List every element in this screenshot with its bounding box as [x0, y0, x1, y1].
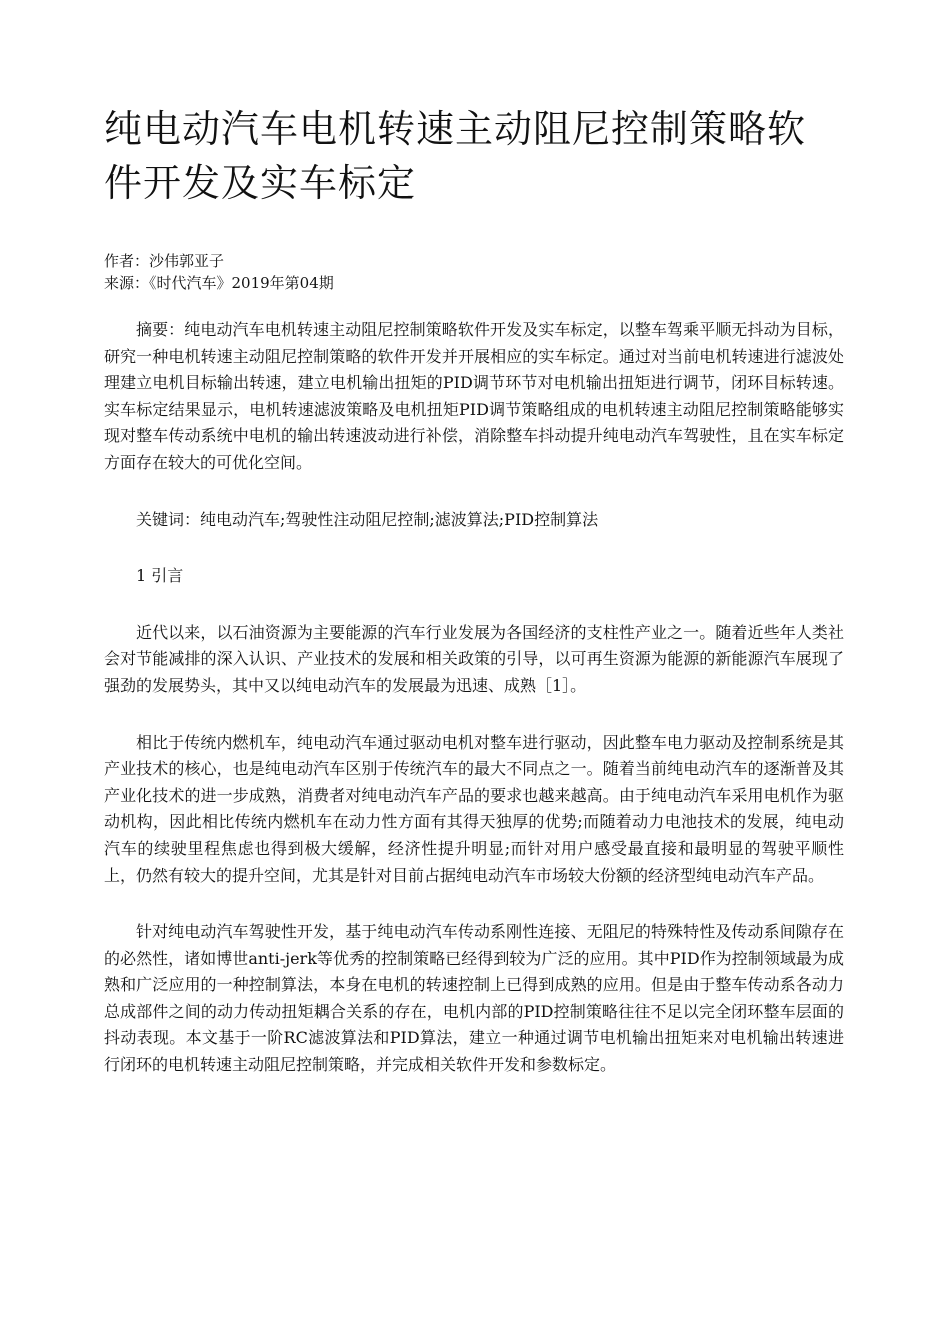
- author-line: 作者：沙伟郭亚子: [104, 252, 225, 270]
- article-meta: [104, 250, 844, 294]
- abstract-paragraph: 摘要：纯电动汽车电机转速主动阻尼控制策略软件开发及实车标定，以整车驾乘平顺无抖动为目标，研究一种电机转速主动阻尼控制策略的软件开发并开展相应的实车标定。通过对当前电机转速进行滤波处理建立电机目标输出转速，建立电机输出扭矩的PID调节环节对电机输出扭矩进行调节，闭环目标转速。实车标定结果显示，电机转速滤波策略及电机扭矩PID调节策略组成的电机转速主动阻尼控制策略能够实现对整车传动系统中电机的输出转速波动进行补偿，消除整车抖动提升纯电动汽车驾驶性，且在实车标定方面存在较大的可优化空间。: [104, 320, 844, 472]
- article-title: 纯电动汽车电机转速主动阻尼控制策略软件开发及实车标定: [104, 107, 807, 205]
- keywords-paragraph: 关键词：纯电动汽车;驾驶性注动阻尼控制;滤波算法;PID控制算法: [136, 509, 599, 529]
- body-paragraph-1: 近代以来，以石油资源为主要能源的汽车行业发展为各国经济的支柱性产业之一。随着近些年人类社会对节能减排的深入认识、产业技术的发展和相关政策的引导，以可再生资源为能源的新能源汽车展现了强劲的发展势头，其中又以纯电动汽车的发展最为迅速、成熟［1］。: [104, 622, 844, 695]
- body-paragraph-2: 相比于传统内燃机车，纯电动汽车通过驱动电机对整车进行驱动，因此整车电力驱动及控制系统是其产业技术的核心，也是纯电动汽车区别于传统汽车的最大不同点之一。随着当前纯电动汽车的逐渐普及其产业化技术的进一步成熟，消费者对纯电动汽车产品的要求也越来越高。由于纯电动汽车采用电机作为驱动机构，因此相比传统内燃机车在动力性方面有其得天独厚的优势;而随着动力电池技术的发展，纯电动汽车的续驶里程焦虑也得到极大缓解，经济性提升明显;而针对用户感受最直接和最明显的驾驶平顺性上，仍然有较大的提升空间，尤其是针对目前占据纯电动汽车市场较大份额的经济型纯电动汽车产品。: [104, 732, 844, 885]
- section-heading: 1 引言: [136, 566, 184, 586]
- body-paragraph-3: 针对纯电动汽车驾驶性开发，基于纯电动汽车传动系刚性连接、无阻尼的特殊特性及传动系间隙存在的必然性，诸如博世anti-jerk等优秀的控制策略已经得到较为广泛的应用。其中PID作为控制领域最为成熟和广泛应用的一种控制算法，本身在电机的转速控制上已得到成熟的应用。但是由于整车传动系各动力总成部件之间的动力传动扭矩耦合关系的存在，电机内部的PID控制策略往往不足以完全闭环整车层面的抖动表现。本文基于一阶RC滤波算法和PID算法，建立一种通过调节电机输出扭矩来对电机输出转速进行闭环的电机转速主动阻尼控制策略，并完成相关软件开发和参数标定。: [104, 922, 844, 1075]
- source-line: 来源：《时代汽车》2019年第04期: [104, 274, 334, 292]
- document-page: [104, 0, 844, 1079]
